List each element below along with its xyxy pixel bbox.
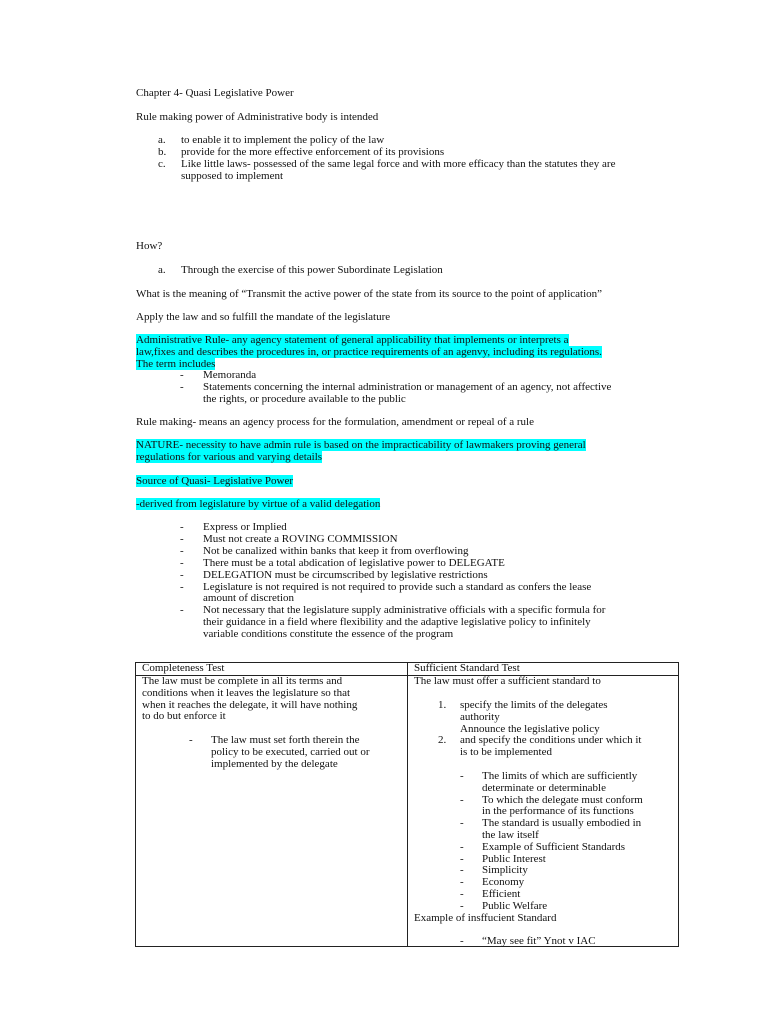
list-item: Like little laws- possessed of the same legal force and with more efficacy than the statutes they are bbox=[181, 158, 616, 170]
dash-marker: - bbox=[180, 569, 184, 581]
dash-marker: - bbox=[460, 769, 464, 782]
highlighted-text: regulations for various and varying details bbox=[136, 451, 323, 463]
highlighted-text: NATURE- necessity to have admin rule is based on the impracticability of lawmakers proving general bbox=[136, 439, 586, 451]
dash-marker: - bbox=[180, 604, 184, 616]
list-item-continuation: supposed to implement bbox=[181, 170, 284, 182]
dash-marker: - bbox=[460, 899, 464, 912]
cell-text: specify the limits of the delegates bbox=[460, 698, 608, 711]
table-header-row bbox=[136, 663, 679, 676]
cell-text: To which the delegate must conform bbox=[482, 793, 643, 806]
cell-text: Announce the legislative policy bbox=[460, 722, 600, 735]
cell-text: The law must set forth therein the bbox=[211, 733, 360, 746]
tests-table bbox=[135, 662, 679, 947]
cell-text: The standard is usually embodied in bbox=[482, 816, 642, 829]
dash-marker: - bbox=[180, 581, 184, 593]
list-item-continuation: variable conditions constitute the essence of the program bbox=[203, 628, 454, 640]
cell-text: conditions when it leaves the legislature so that bbox=[142, 686, 351, 699]
cell-text: determinate or determinable bbox=[482, 781, 606, 794]
completeness-cell bbox=[136, 675, 408, 946]
dash-marker: - bbox=[460, 875, 464, 888]
list-item: to enable it to implement the policy of the law bbox=[181, 134, 385, 146]
list-item: Legislature is not required is not required to provide such a standard as confers the lease bbox=[203, 581, 592, 593]
dash-marker: - bbox=[460, 816, 464, 829]
list-marker: c. bbox=[158, 158, 166, 170]
dash-marker: - bbox=[180, 533, 184, 545]
cell-text: when it reaches the delegate, it will have nothing bbox=[142, 698, 358, 711]
meaning-question: What is the meaning of “Transmit the active power of the state from its source to the point of application” bbox=[136, 288, 603, 300]
cell-text: in the performance of its functions bbox=[482, 804, 634, 817]
derived-text: -derived from legislature by virtue of a valid delegation bbox=[136, 498, 381, 510]
cell-text: Simplicity bbox=[482, 863, 528, 876]
list-item-continuation: amount of discretion bbox=[203, 592, 295, 604]
how-heading: How? bbox=[136, 240, 163, 252]
dash-marker: - bbox=[180, 521, 184, 533]
list-item: DELEGATION must be circumscribed by legislative restrictions bbox=[203, 569, 488, 581]
list-item: Not necessary that the legislature supply administrative officials with a specific formula for bbox=[203, 604, 606, 616]
cell-text: The law must be complete in all its terms and bbox=[142, 674, 343, 687]
dash-marker: - bbox=[180, 381, 184, 393]
list-marker: 1. bbox=[438, 698, 447, 711]
cell-text: The limits of which are sufficiently bbox=[482, 769, 638, 782]
source-heading: Source of Quasi- Legislative Power bbox=[136, 475, 294, 487]
cell-text: Example of Sufficient Standards bbox=[482, 840, 626, 853]
cell-text: policy to be executed, carried out or bbox=[211, 745, 370, 758]
list-item: Memoranda bbox=[203, 369, 257, 381]
apply-text: Apply the law and so fulfill the mandate of the legislature bbox=[136, 311, 391, 323]
intro-text: Rule making power of Administrative body is intended bbox=[136, 111, 379, 123]
list-item-continuation: their guidance in a field where flexibility and the adaptive legislative policy to infinitely bbox=[203, 616, 591, 628]
list-marker: b. bbox=[158, 146, 167, 158]
sufficient-standard-cell bbox=[408, 675, 679, 946]
dash-marker: - bbox=[460, 793, 464, 806]
list-item: Statements concerning the internal administration or management of an agency, not affective bbox=[203, 381, 612, 393]
cell-text: Example of insffucient Standard bbox=[414, 911, 557, 924]
cell-text: authority bbox=[460, 710, 500, 723]
list-item: Must not create a ROVING COMMISSION bbox=[203, 533, 398, 545]
cell-text: the law itself bbox=[482, 828, 539, 841]
cell-text: The law must offer a sufficient standard to bbox=[414, 674, 601, 687]
cell-text: and specify the conditions under which it bbox=[460, 733, 642, 746]
cell-text: Public Interest bbox=[482, 852, 546, 865]
list-item: Express or Implied bbox=[203, 521, 287, 533]
dash-marker: - bbox=[460, 887, 464, 900]
list-marker: 2. bbox=[438, 733, 447, 746]
highlighted-text: Administrative Rule- any agency statement of general applicability that implements or interprets a bbox=[136, 334, 569, 346]
chapter-title: Chapter 4- Quasi Legislative Power bbox=[136, 87, 294, 99]
dash-marker: - bbox=[460, 934, 464, 947]
dash-marker: - bbox=[460, 840, 464, 853]
table-row bbox=[136, 675, 679, 946]
cell-text: is to be implemented bbox=[460, 745, 552, 758]
cell-text: to do but enforce it bbox=[142, 709, 226, 722]
list-item: There must be a total abdication of legislative power to DELEGATE bbox=[203, 557, 505, 569]
list-item: provide for the more effective enforcement of its provisions bbox=[181, 146, 445, 158]
dash-marker: - bbox=[180, 557, 184, 569]
list-marker: a. bbox=[158, 134, 166, 146]
dash-marker: - bbox=[180, 369, 184, 381]
completeness-test-header: Completeness Test bbox=[136, 663, 408, 676]
dash-marker: - bbox=[180, 545, 184, 557]
list-marker: a. bbox=[158, 264, 166, 276]
dash-marker: - bbox=[460, 852, 464, 865]
list-item: Not be canalized within banks that keep it from overflowing bbox=[203, 545, 469, 557]
cell-text: Efficient bbox=[482, 887, 521, 900]
sufficient-standard-header: Sufficient Standard Test bbox=[408, 663, 679, 676]
dash-marker: - bbox=[460, 863, 464, 876]
cell-text: implemented by the delegate bbox=[211, 757, 338, 770]
highlighted-text: law,fixes and describes the procedures in, or practice requirements of an agenvy, including its regulations. bbox=[136, 346, 602, 358]
cell-text: Public Welfare bbox=[482, 899, 548, 912]
list-item: Through the exercise of this power Subordinate Legislation bbox=[181, 264, 443, 276]
rule-making-definition: Rule making- means an agency process for the formulation, amendment or repeal of a rule bbox=[136, 416, 534, 428]
list-item-continuation: the rights, or procedure available to the public bbox=[203, 393, 406, 405]
highlighted-text: The term includes bbox=[136, 358, 216, 370]
cell-text: Economy bbox=[482, 875, 525, 888]
cell-text: “May see fit” Ynot v IAC bbox=[482, 934, 596, 947]
dash-marker: - bbox=[189, 733, 193, 746]
